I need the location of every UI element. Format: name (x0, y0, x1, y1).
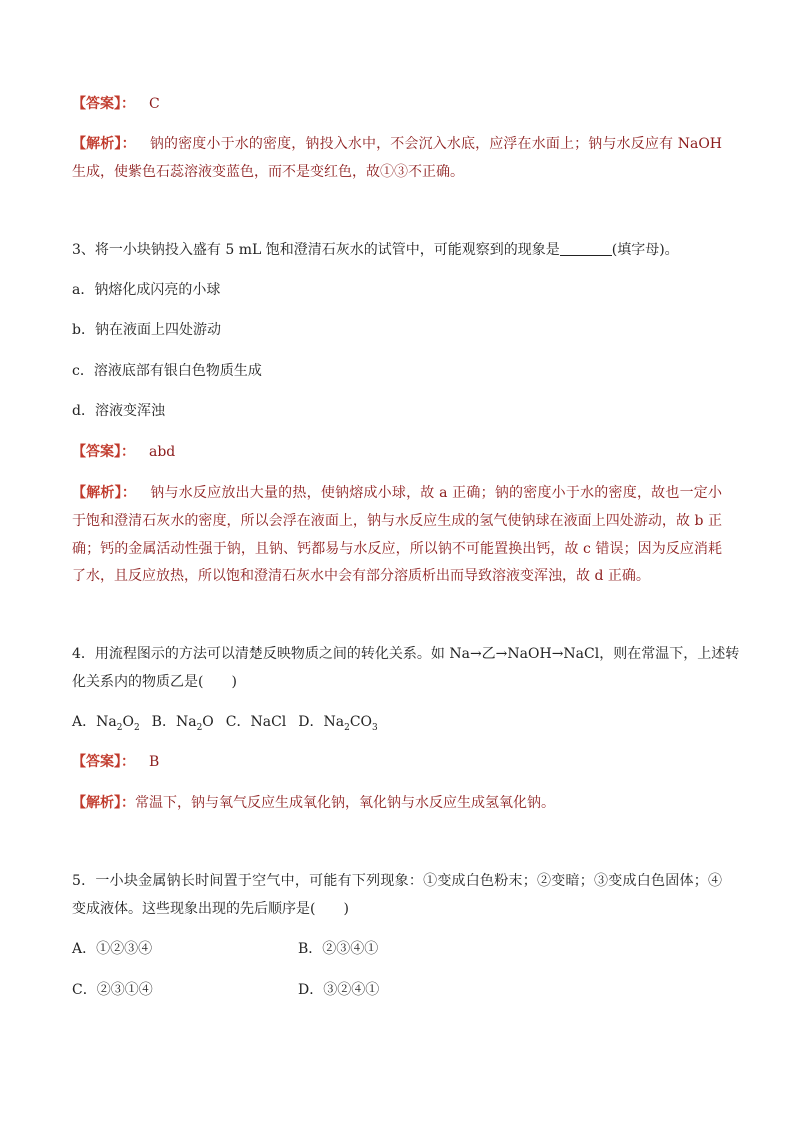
q5-stem-line-2: 变成液体。这些现象出现的先后顺序是( ) (72, 901, 349, 917)
q2-analysis-text-1: 钠的密度小于水的密度，钠投入水中，不会沉入水底，应浮在水面上；钠与水反应有 NaOH (149, 136, 723, 152)
q3-stem (72, 240, 722, 260)
answer-label: 【答案】： (72, 754, 135, 770)
q4-options (72, 712, 722, 732)
q3-option-a: a．钠熔化成闪亮的小球 (72, 282, 221, 298)
q3-option-c: c．溶液底部有银白色物质生成 (72, 363, 262, 379)
q5-option-a: A．①②③④ (72, 941, 153, 957)
q4-stem-line-2: 化关系内的物质乙是( ) (72, 674, 237, 690)
q3-option-b: b．钠在液面上四处游动 (72, 322, 221, 338)
q3-answer: abd (149, 444, 176, 460)
analysis-label: 【解析】： (72, 136, 136, 152)
q2-answer: C (149, 96, 160, 112)
q5-stem-line-1: 5．一小块金属钠长时间置于空气中，可能有下列现象：①变成白色粉末；②变暗；③变成白色固体；④ (72, 873, 722, 889)
q3-analysis-line-2: 于饱和澄清石灰水的密度，所以会浮在液面上，钠与水反应生成的氢气使钠球在液面上四处游动，故 b 正 (72, 513, 722, 529)
q4-option-d: D．$Na_2CO_3$ (298, 714, 378, 733)
q3-answer-blank (560, 241, 612, 256)
q3-analysis-line-3: 确；钙的金属活动性强于钠，且钠、钙都易与水反应，所以钠不可能置换出钙，故 c 错误；因为反应消耗 (72, 541, 722, 557)
answer-label: 【答案】： (72, 96, 135, 112)
q3-answer-line (72, 442, 722, 462)
q2-answer-line (72, 94, 722, 114)
q4-answer: B (149, 754, 160, 770)
q4-stem-line-1: 4．用流程图示的方法可以清楚反映物质之间的转化关系。如 Na→乙→NaOH→NaCl，则在常温下，上述转 (72, 646, 740, 662)
q3-analysis-line-4: 了水，且反应放热，所以饱和澄清石灰水中会有部分溶质析出而导致溶液变浑浊，故 d 正确。 (72, 568, 650, 584)
q5-option-c: C．②③①④ (72, 982, 153, 998)
q3-analysis-line-1 (72, 483, 722, 503)
q5-option-d: D．③②④① (298, 982, 380, 998)
q4-answer-line (72, 752, 722, 772)
q5-option-b: B．②③④① (298, 941, 379, 957)
analysis-label: 【解析】： (72, 485, 137, 501)
q2-analysis-line-2: 生成，使紫色石蕊溶液变蓝色，而不是变红色，故①③不正确。 (72, 164, 464, 180)
answer-label: 【答案】： (72, 444, 135, 460)
q3-stem-text: 3、将一小块钠投入盛有 5 mL 饱和澄清石灰水的试管中，可能观察到的现象是 (72, 242, 560, 258)
q4-analysis-line (72, 793, 722, 813)
q4-option-c: C．NaCl (225, 714, 287, 730)
q3-option-d: d．溶液变浑浊 (72, 403, 165, 419)
q4-analysis-text: 常温下，钠与氧气反应生成氧化钠，氧化钠与水反应生成氢氧化钠。 (135, 795, 555, 811)
q4-option-b: B．$Na_2O$ (151, 714, 214, 733)
q3-analysis-text-1: 钠与水反应放出大量的热，使钠熔成小球，故 a 正确；钠的密度小于水的密度，故也一定小 (150, 485, 722, 501)
q3-stem-suffix: (填字母)。 (611, 242, 679, 258)
analysis-label: 【解析】： (72, 795, 135, 811)
q4-option-a: A．$Na_2O_2$ (72, 714, 140, 733)
q2-analysis-line-1 (72, 134, 722, 154)
